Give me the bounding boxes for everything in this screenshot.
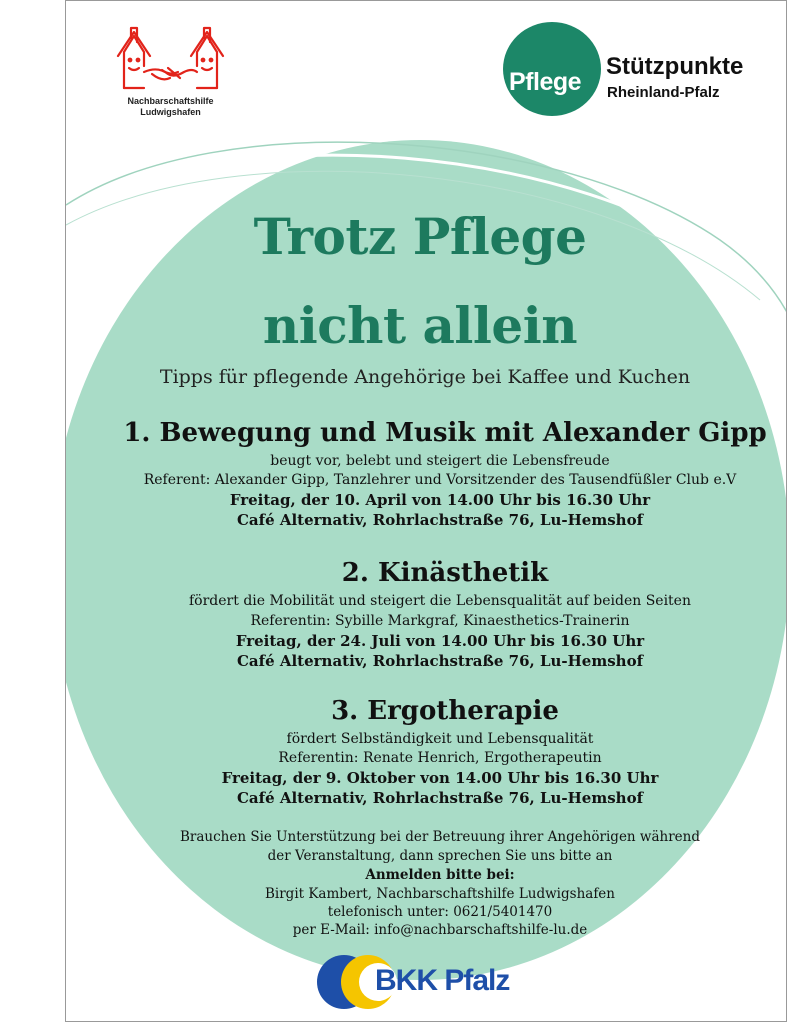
stuetzpunkte-wordmark: Stützpunkte [606, 53, 744, 80]
nachbarschaftshilfe-city: Ludwigshafen [140, 107, 201, 117]
section-2-referent: Referentin: Sybille Markgraf, Kinaesthetics-Trainerin [250, 613, 630, 629]
section-1-heading: 1. Bewegung und Musik mit Alexander Gipp [123, 418, 767, 448]
section-3-description: fördert Selbständigkeit und Lebensqualität [286, 731, 594, 747]
section-3-location: Café Alternativ, Rohrlachstraße 76, Lu-Hemshof [236, 789, 644, 807]
pflegestuetzpunkte-logo [503, 22, 773, 118]
title-line-2: nicht allein [262, 296, 578, 355]
section-2-heading: 2. Kinästhetik [341, 558, 549, 588]
section-3-referent: Referentin: Renate Henrich, Ergotherapeutin [278, 750, 602, 766]
section-3-date: Freitag, der 9. Oktober von 14.00 Uhr bis 16.30 Uhr [221, 769, 659, 787]
nachbarschaftshilfe-name: Nachbarschaftshilfe [127, 96, 214, 106]
footer-contact-person: Birgit Kambert, Nachbarschaftshilfe Ludwigshafen [264, 886, 615, 902]
nachbarschaftshilfe-logo [108, 22, 233, 122]
pflege-wordmark: Pflege [509, 68, 582, 96]
section-1-date: Freitag, der 10. April von 14.00 Uhr bis 16.30 Uhr [229, 491, 651, 509]
section-1-referent: Referent: Alexander Gipp, Tanzlehrer und Vorsitzender des Tausendfüßler Club e.V [143, 472, 737, 488]
subtitle: Tipps für pflegende Angehörige bei Kaffee und Kuchen [159, 366, 691, 388]
section-3-heading: 3. Ergotherapie [331, 696, 559, 726]
footer-text-line-2: der Veranstaltung, dann sprechen Sie uns bitte an [267, 848, 613, 864]
title-line-1: Trotz Pflege [253, 207, 587, 266]
footer-register-label: Anmelden bitte bei: [365, 867, 515, 883]
section-2-location: Café Alternativ, Rohrlachstraße 76, Lu-Hemshof [236, 652, 644, 670]
nachbarschaftshilfe-caption [108, 96, 233, 118]
section-1-location: Café Alternativ, Rohrlachstraße 76, Lu-Hemshof [236, 511, 644, 529]
bkk-pfalz-logo [317, 953, 537, 1011]
footer-phone: telefonisch unter: 0621/5401470 [327, 904, 553, 920]
houses-handshake-icon [108, 22, 233, 94]
footer-email: per E-Mail: info@nachbarschaftshilfe-lu.de [292, 922, 588, 938]
bkk-wordmark: BKK Pfalz [375, 964, 510, 997]
section-2-date: Freitag, der 24. Juli von 14.00 Uhr bis 16.30 Uhr [235, 632, 645, 650]
region-wordmark: Rheinland-Pfalz [607, 84, 720, 101]
section-1-description: beugt vor, belebt und steigert die Lebensfreude [270, 453, 610, 469]
section-2-description: fördert die Mobilität und steigert die Lebensqualität auf beiden Seiten [189, 593, 691, 609]
footer-text-line-1: Brauchen Sie Unterstützung bei der Betreuung ihrer Angehörigen während [179, 829, 700, 845]
